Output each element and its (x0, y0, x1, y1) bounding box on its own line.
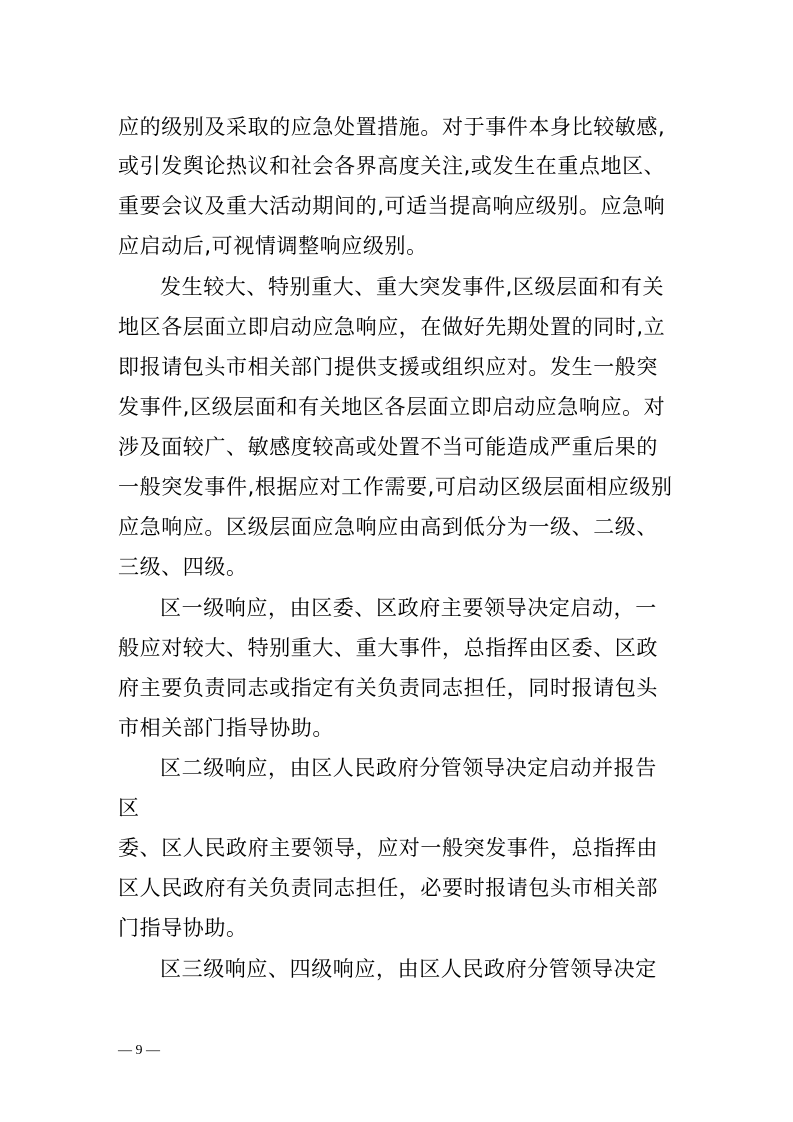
text-line: 门指导协助。 (118, 916, 248, 940)
text-line: 市相关部门指导协助。 (118, 716, 334, 740)
text-line: 重要会议及重大活动期间的,可适当提高响应级别。应急响 (118, 194, 666, 218)
text-line: 应急响应。区级层面应急响应由高到低分为一级、二级、 (118, 515, 658, 539)
text-line: 区人民政府有关负责同志担任，必要时报请包头市相关部 (118, 876, 658, 900)
text-line: 委、区人民政府主要领导，应对一般突发事件，总指挥由 (118, 836, 658, 860)
paragraph-first-line: 区三级响应、四级响应，由区人民政府分管领导决定 (160, 957, 657, 981)
text-line: 即报请包头市相关部门提供支援或组织应对。发生一般突 (118, 355, 658, 379)
text-line: 发事件,区级层面和有关地区各层面立即启动应急响应。对 (118, 395, 666, 419)
text-line: 三级、四级。 (118, 555, 248, 579)
text-line: 应的级别及采取的应急处置措施。对于事件本身比较敏感, (118, 115, 666, 139)
paragraph-first-line: 区一级响应，由区委、区政府主要领导决定启动，一 (160, 596, 657, 620)
text-line: 府主要负责同志或指定有关负责同志担任，同时报请包头 (118, 676, 658, 700)
text-line: 涉及面较广、敏感度较高或处置不当可能造成严重后果的 (118, 435, 658, 459)
paragraph-first-line: 发生较大、特别重大、重大突发事件,区级层面和有关 (160, 275, 665, 299)
paragraph-first-line: 区二级响应，由区人民政府分管领导决定启动并报告 (160, 756, 657, 780)
text-line: 一般突发事件,根据应对工作需要,可启动区级层面相应级别 (118, 475, 673, 499)
text-line: 或引发舆论热议和社会各界高度关注,或发生在重点地区、 (118, 154, 666, 178)
page-number: — 9 — (118, 1043, 160, 1058)
text-line: 区 (118, 796, 140, 820)
text-line: 地区各层面立即启动应急响应，在做好先期处置的同时,立 (118, 315, 666, 339)
text-line: 般应对较大、特别重大、重大事件，总指挥由区委、区政 (118, 636, 658, 660)
text-line: 应启动后,可视情调整响应级别。 (118, 234, 428, 258)
